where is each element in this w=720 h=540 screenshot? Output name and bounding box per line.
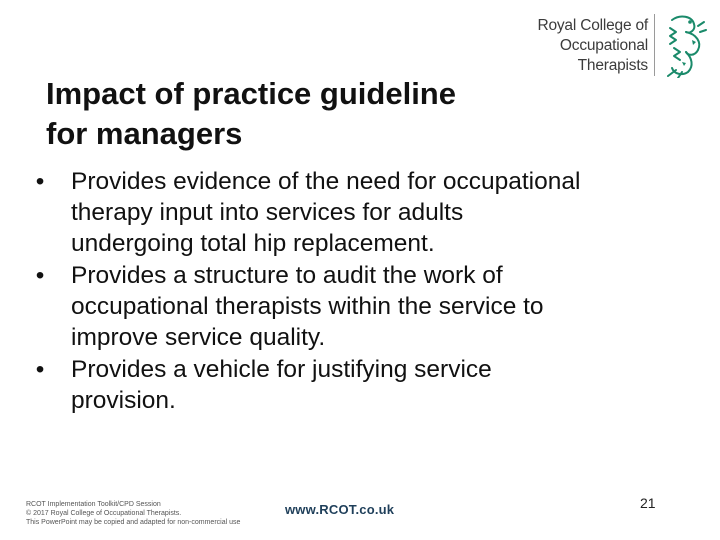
page-number: 21 bbox=[640, 495, 656, 511]
bullet-line: undergoing total hip replacement. bbox=[71, 230, 435, 257]
dragon-emblem-icon bbox=[662, 12, 708, 78]
logo-wordmark bbox=[534, 16, 648, 76]
bullet-glyph: • bbox=[35, 168, 45, 195]
bullet-line: Provides a vehicle for justifying service bbox=[71, 356, 492, 383]
bullet-line: occupational therapists within the service to bbox=[71, 293, 544, 320]
footer-line-2: © 2017 Royal College of Occupational Therapists. bbox=[26, 510, 182, 517]
bullet-item-audit bbox=[28, 260, 688, 353]
footer-url-link[interactable]: www.RCOT.co.uk bbox=[285, 502, 395, 517]
bullet-line: improve service quality. bbox=[71, 324, 326, 351]
logo-line-3: Therapists bbox=[577, 57, 648, 74]
logo-line-2: Occupational bbox=[559, 37, 648, 54]
slide-title bbox=[46, 74, 566, 154]
bullet-list bbox=[28, 166, 688, 417]
title-line-1: Impact of practice guideline bbox=[46, 76, 456, 111]
footer-line-1: RCOT Implementation Toolkit/CPD Session bbox=[26, 501, 161, 508]
footer-line-3: This PowerPoint may be copied and adapted for non-commercial use bbox=[26, 519, 241, 526]
logo-line-1: Royal College of bbox=[537, 17, 648, 34]
bullet-line: Provides a structure to audit the work of bbox=[71, 262, 503, 289]
bullet-line: Provides evidence of the need for occupational bbox=[71, 168, 581, 195]
bullet-item-evidence bbox=[28, 166, 688, 259]
bullet-item-justification bbox=[28, 354, 688, 416]
rcot-logo bbox=[534, 12, 708, 80]
logo-divider bbox=[654, 14, 655, 76]
bullet-line: provision. bbox=[71, 387, 176, 414]
footer-copyright bbox=[26, 500, 286, 527]
title-line-2: for managers bbox=[46, 116, 243, 151]
bullet-line: therapy input into services for adults bbox=[71, 199, 464, 226]
bullet-glyph: • bbox=[35, 356, 45, 383]
bullet-glyph: • bbox=[35, 262, 45, 289]
